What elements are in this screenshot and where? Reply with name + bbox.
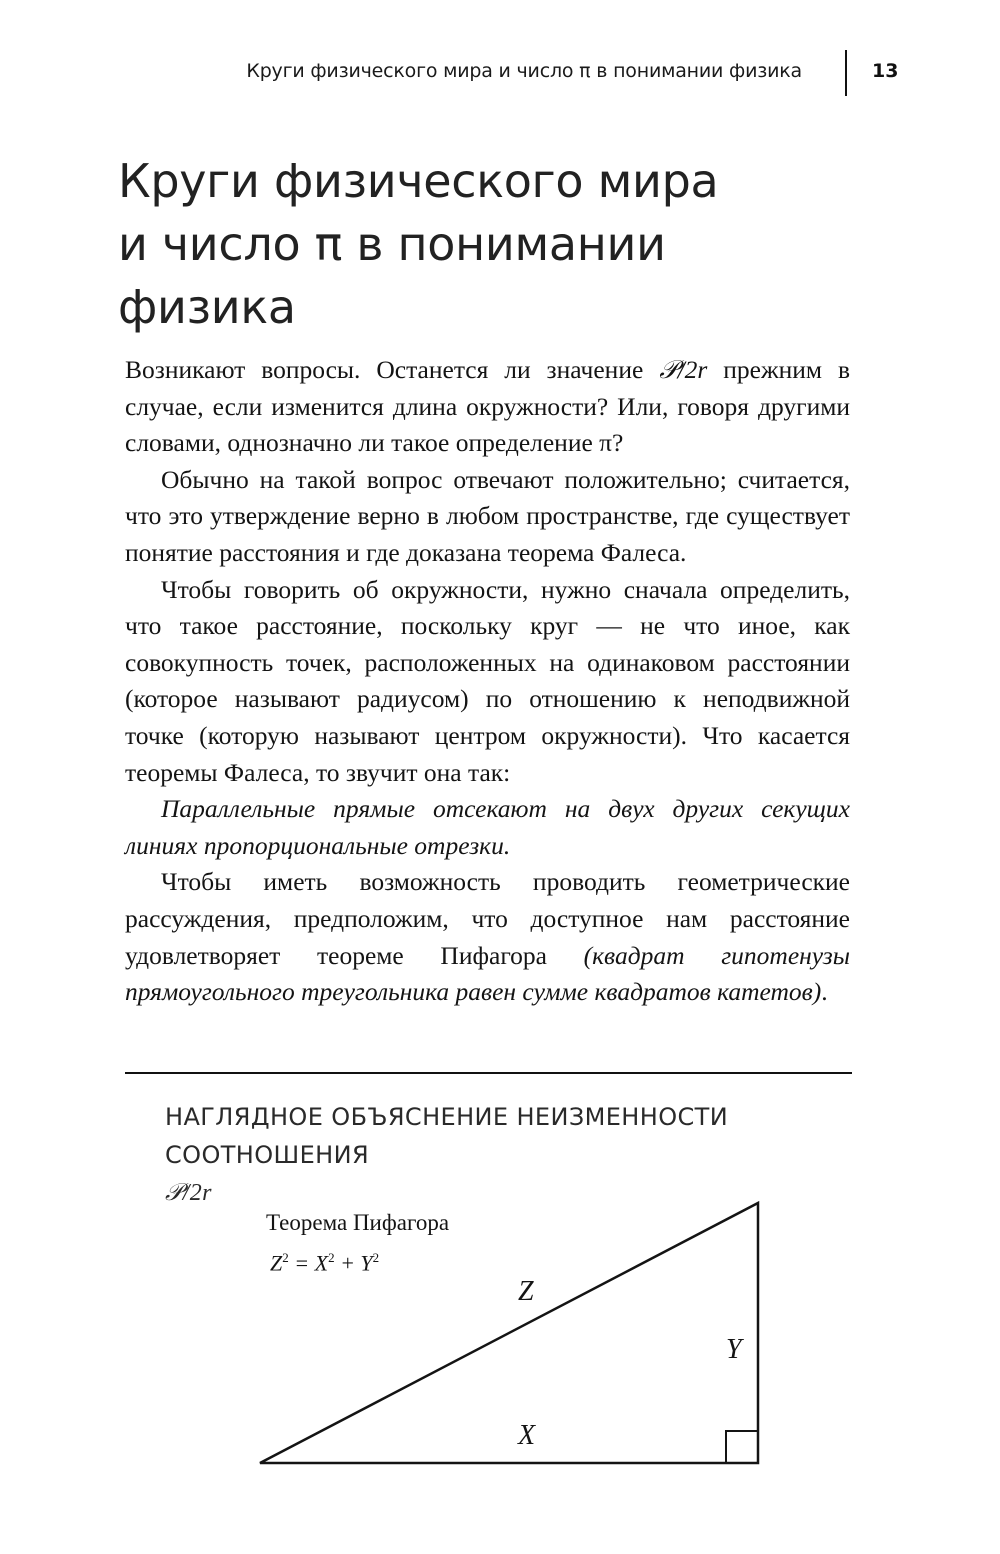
paragraph-5-before: Чтобы иметь возможность проводить геометрические рассуждения, предположим, что доступное нам расстояние удовлетворяет теореме Пифагора — [125, 867, 850, 970]
right-angle-marker — [726, 1431, 758, 1463]
paragraph-5-after: . — [821, 977, 828, 1007]
chapter-title — [118, 150, 838, 339]
formula-plus: + — [334, 1250, 361, 1276]
chapter-title-line-2: и число π в понимании — [118, 217, 666, 271]
paragraph-5 — [125, 864, 850, 1010]
paragraph-1 — [125, 352, 850, 462]
formula-z-exp: 2 — [282, 1250, 289, 1265]
hypotenuse-label: Z — [518, 1276, 534, 1307]
right-triangle — [260, 1203, 758, 1463]
body-text — [125, 352, 850, 1011]
diagram-heading: Теорема Пифагора — [266, 1210, 450, 1235]
page-number: 13 — [872, 60, 899, 82]
horizontal-leg-label: X — [518, 1420, 536, 1451]
pythagoras-formula — [270, 1250, 379, 1276]
paragraph-1-before: Возникают вопросы. Останется ли значение — [125, 355, 660, 384]
chapter-title-line-3: физика — [118, 280, 296, 334]
box-title-line-1: НАГЛЯДНОЕ ОБЪЯСНЕНИЕ НЕИЗМЕННОСТИ — [165, 1103, 729, 1131]
box-title-line-2-text: СООТНОШЕНИЯ — [165, 1141, 370, 1169]
formula-x: X — [314, 1250, 329, 1276]
paragraph-2: Обычно на такой вопрос отвечают положительно; считается, что это утверждение верно в любом пространстве, где существует понятие расстояния и где доказана теорема Фалеса. — [125, 464, 850, 567]
section-divider — [125, 1072, 852, 1074]
pythagoras-definition: (квадрат гипотенузы прямоугольного треугольника равен сумме квадратов катетов) — [125, 940, 850, 1007]
formula-equals: = — [288, 1250, 315, 1276]
running-head: Круги физического мира и число π в понимании физика — [246, 60, 802, 82]
chapter-title-line-1: Круги физического мира — [118, 154, 719, 208]
thales-theorem-text: Параллельные прямые отсекают на двух других секущих линиях пропорциональные отрезки. — [125, 794, 850, 860]
thales-theorem-quote — [125, 791, 850, 864]
formula-y: Y — [360, 1250, 373, 1276]
header-divider — [845, 50, 847, 96]
paragraph-1-after: прежним в случае, если изменится длина окружности? Или, говоря другими словами, однозначно ли такое определение π? — [125, 355, 850, 458]
formula-x-exp: 2 — [328, 1250, 335, 1265]
ratio-formula: 𝒫/2r — [659, 355, 708, 384]
vertical-leg-label: Y — [726, 1334, 742, 1365]
formula-z: Z — [270, 1250, 283, 1276]
paragraph-3: Чтобы говорить об окружности, нужно сначала определить, что такое расстояние, поскольку круг — не что иное, как совокупность точек, расположенных на одинаковом расстоянии (которое называют радиусом) по отношению к неподвижной точке (которую называют центром окружности). Что касается теоремы Фалеса, то звучит она так: — [125, 574, 850, 787]
box-title-ratio: 𝒫/2r — [165, 1180, 212, 1206]
formula-y-exp: 2 — [372, 1250, 380, 1265]
